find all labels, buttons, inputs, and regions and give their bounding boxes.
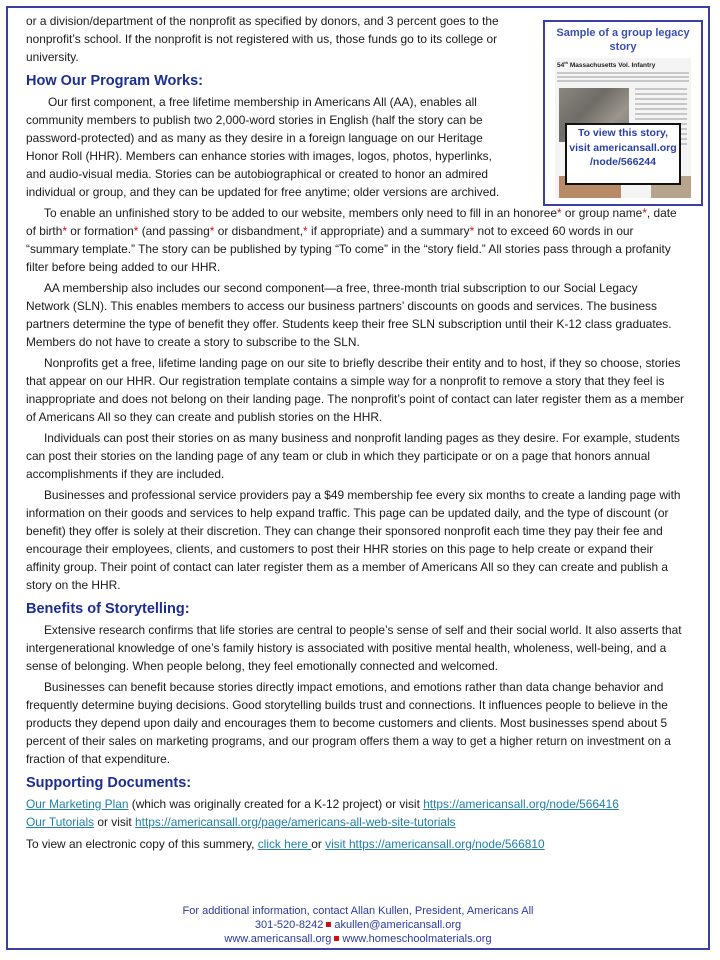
section-heading-program: How Our Program Works: xyxy=(26,73,203,89)
footer-site-1[interactable]: www.americansall.org xyxy=(224,933,332,945)
tutorials-url-link[interactable]: https://americansall.org/page/americans-all-web-site-tutorials xyxy=(135,815,456,829)
required-asterisk: * xyxy=(469,224,475,238)
program-paragraph-2: To enable an unfinished story to be added to our website, members only need to fill in an honoree* or group name*, date of birth* or formation* (and passing* or disbandment,* if appropriate) and a summary* not to exceed 60 words in our “summary template.” The story can be published by typing “To come” in the “story field.” All stories pass through a profanity filter before being added to our HHR. xyxy=(26,206,677,274)
footer-email[interactable]: akullen@americansall.org xyxy=(334,919,462,931)
program-paragraph-4: Nonprofits get a free, lifetime landing page on our site to briefly describe their entity and to host, if they so choose, stories that appear on our HHR. Our registration template contains a simple way for a nonprofit to remove a story that they feel is inappropriate and does not belong on their landing page. The nonprofit’s point of contact can later register them as a member of Americans All so they can create and publish stories on the HHR. xyxy=(26,356,684,424)
required-asterisk: * xyxy=(303,224,308,238)
marketing-plan-link[interactable]: Our Marketing Plan xyxy=(26,797,129,811)
marketing-plan-url-link[interactable]: https://americansall.org/node/566416 xyxy=(423,797,619,811)
benefits-paragraph-1: Extensive research confirms that life stories are central to people’s sense of self and their social world. It also asserts that intergenerational knowledge of one’s family history is associated with positive mental health, wholeness, well-being, and a sense of belonging. When people belong, they feel emotionally connected and welcomed. xyxy=(26,623,682,673)
program-paragraph-5: Individuals can post their stories on as many business and nonprofit landing pages as they desire. For example, students can post their stories on the landing page of any team or club in which they participate or on a page that honors annual accomplishments if they are included. xyxy=(26,431,680,481)
view-story-callout[interactable]: To view this story, visit americansall.org /node/566244 xyxy=(565,123,681,185)
required-asterisk: * xyxy=(133,224,139,238)
footer-site-2[interactable]: www.homeschoolmaterials.org xyxy=(342,933,492,945)
summary-url-link[interactable]: visit https://americansall.org/node/566810 xyxy=(325,837,545,851)
footer-phone: 301-520-8242 xyxy=(254,919,324,931)
bullet-square-icon xyxy=(326,922,331,927)
supporting-line-copy: To view an electronic copy of this summery, click here or visit https://americansall.org/node/566810 xyxy=(26,837,545,851)
footer-websites xyxy=(6,932,710,946)
footer xyxy=(6,904,710,946)
section-heading-supporting: Supporting Documents: xyxy=(26,775,192,791)
footer-contact: For additional information, contact Allan Kullen, President, Americans All xyxy=(182,905,534,917)
supporting-line-marketing: Our Marketing Plan (which was originally created for a K-12 project) or visit https://americansall.org/node/566416 xyxy=(26,797,619,811)
required-asterisk: * xyxy=(209,224,215,238)
thumbnail-title: 54th Massachusetts Vol. Infantry xyxy=(557,60,656,70)
section-heading-benefits: Benefits of Storytelling: xyxy=(26,601,190,617)
program-paragraph-1: Our first component, a free lifetime membership in Americans All (AA), enables all community members to publish two 2,000-word stories in English (half the story can be password-protected) and as many as they desire in a foreign language on our Heritage Honor Roll (HHR). Members can enhance stories with images, logos, photos, hyperlinks, and audio-visual media. Stories can be autobiographical or created to honor an admired individual or group, and they can be updated for free anytime; older versions are archived. xyxy=(26,95,500,199)
click-here-link[interactable]: click here xyxy=(257,837,312,851)
program-paragraph-6: Businesses and professional service providers pay a $49 membership fee every six months to create a landing page with information on their goods and services to help expand traffic. This page can be updated daily, and the type of discount (or benefit) they offer is solely at their discretion. They can change their sponsored nonprofit each time they pay their fee and encourage their employees, clients, and customers to post their HHR stories on this page to help create or expand their affinity group. Their point of contact can later register them as a member of Americans All so they can create and publish a story on the HHR. xyxy=(26,488,681,592)
benefits-paragraph-2: Businesses can benefit because stories directly impact emotions, and emotions rather than data change behavior and frequently determine buying decisions. Good storytelling builds trust and connections. It influences people to believe in the products they depend upon daily and encourages them to become customers and clients. Most businesses spend about 5 percent of their sales on marketing programs, and our program offers them a way to get a higher return on investment on a fraction of that expenditure. xyxy=(26,680,671,766)
program-paragraph-3: AA membership also includes our second component—a free, three-month trial subscription to our Social Legacy Network (SLN). This enables members to access our business partners’ discounts on goods and services. The business partners determine the type of benefit they offer. Students keep their free SLN subscription until their K-12 class graduates. Members do not have to create a story to subscribe to the SLN. xyxy=(26,281,672,349)
supporting-line-tutorials: Our Tutorials or visit https://americansall.org/page/americans-all-web-site-tutorials xyxy=(26,815,456,829)
footer-phone-email xyxy=(6,918,710,932)
sample-title: Sample of a group legacy story xyxy=(556,27,690,53)
document-body xyxy=(26,12,684,853)
required-asterisk: * xyxy=(642,206,647,220)
tutorials-link[interactable]: Our Tutorials xyxy=(26,815,95,829)
intro-paragraph: or a division/department of the nonprofit as specified by donors, and 3 percent goes to the nonprofit’s school. If the nonprofit is not registered with us, those funds go to its college or university. xyxy=(26,14,499,64)
required-asterisk: * xyxy=(556,206,562,220)
required-asterisk: * xyxy=(62,224,67,238)
bullet-square-icon xyxy=(334,936,339,941)
